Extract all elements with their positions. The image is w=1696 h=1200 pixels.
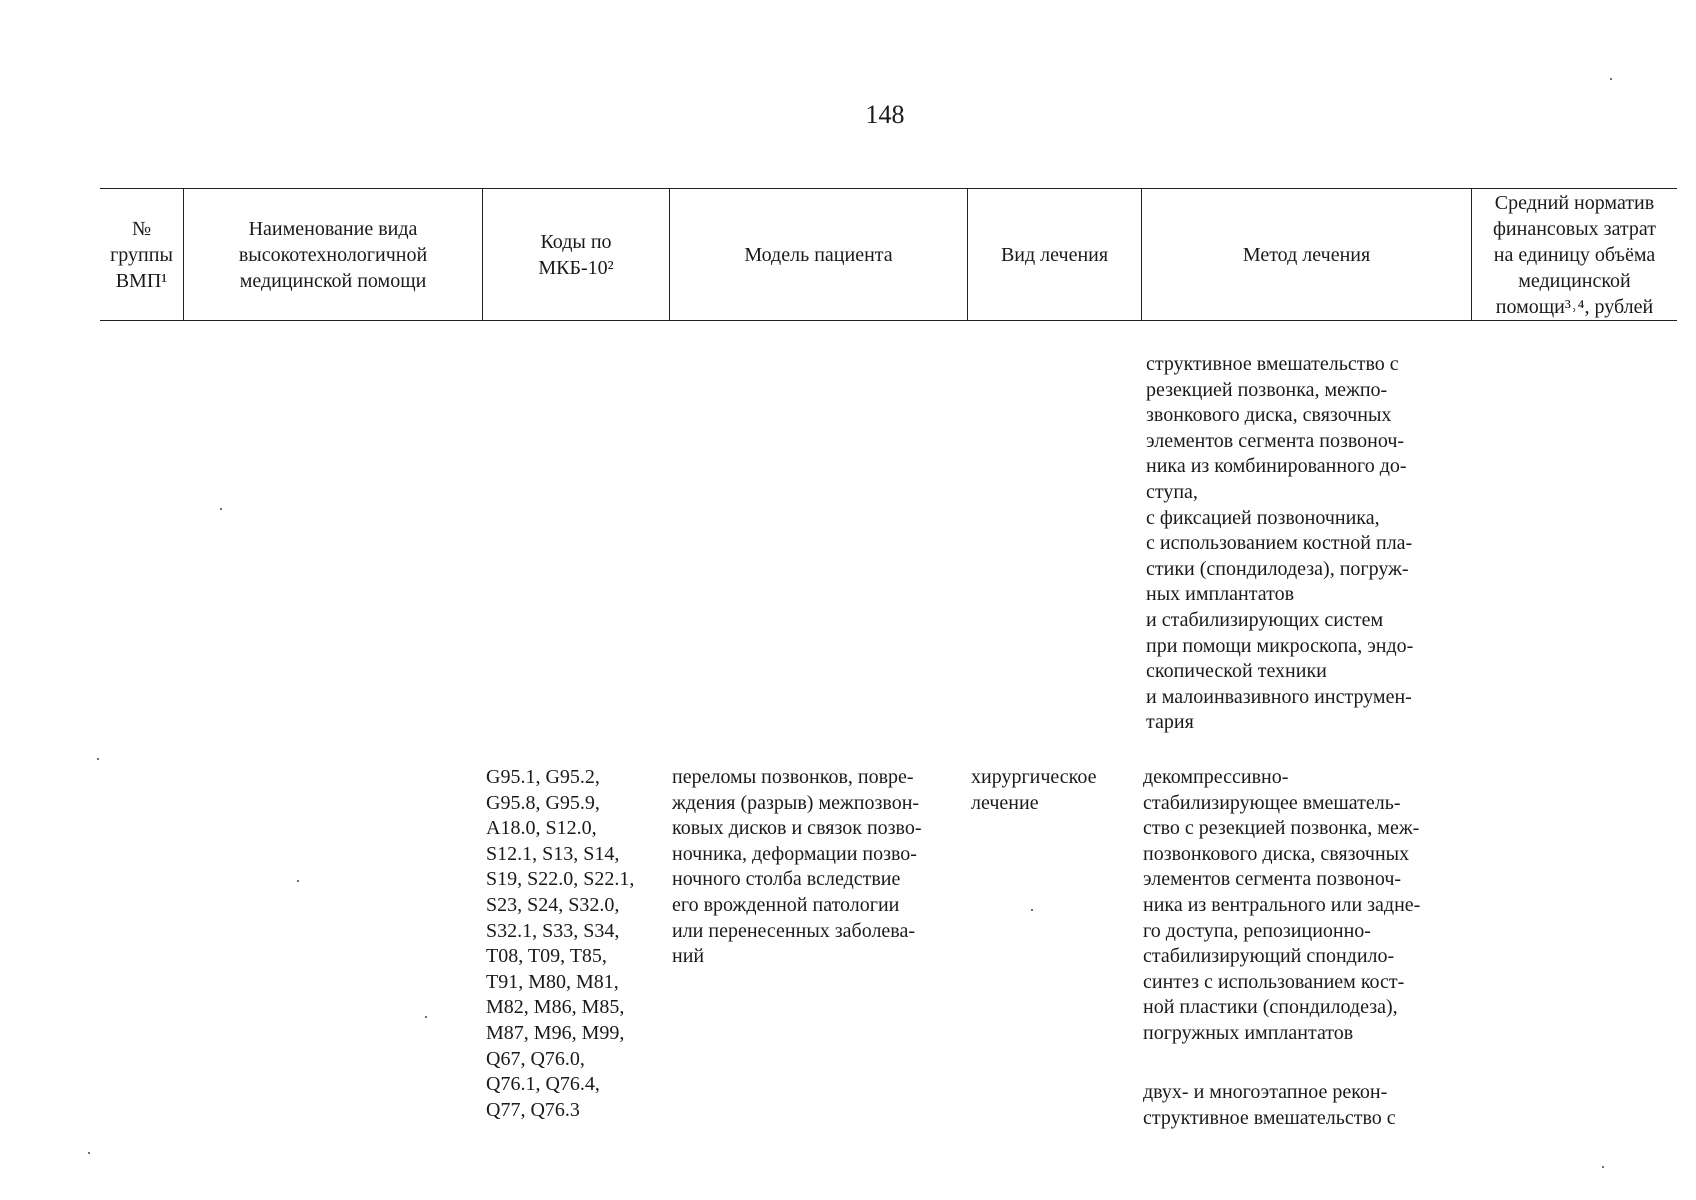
header-group-number [100, 192, 183, 318]
header-bottom-rule [100, 320, 1677, 321]
header-vmp-name [184, 192, 482, 318]
patient-model-cell: переломы позвонков, повре- ждения (разрыв) межпозвон- ковых дисков и связок позво- ночника, деформации позво- ночного столба вследствие его врожденной патологии или перенесенных заболева- ний [672, 766, 922, 968]
header-group-number-text: № группы ВМП¹ [110, 218, 173, 292]
header-vmp-name-text: Наименование вида высокотехнологичной медицинской помощи [238, 218, 428, 292]
header-patient-model [670, 192, 967, 318]
scan-speck [297, 880, 299, 882]
header-top-rule [100, 188, 1677, 189]
header-treatment-method-text: Метод лечения [1242, 244, 1371, 266]
header-treatment-type [968, 192, 1141, 318]
icd-codes-cell: G95.1, G95.2, G95.8, G95.9, A18.0, S12.0, S12.1, S13, S14, S19, S22.0, S22.1, S23, S24, S32.0, S32.1, S33, S34, T08, T09, T85, T91, M80, M81, M82, M86, M85, M87, M96, M99, Q67, Q76.0, Q76.1, Q76.4, Q77, Q76.3 [486, 766, 635, 1121]
header-treatment-type-text: Вид лечения [1000, 244, 1109, 266]
treatment-type-cell: хирургическое лечение [971, 766, 1097, 814]
scan-speck [1602, 1166, 1604, 1168]
header-cost-standard-text: Средний норматив финансовых затрат на единицу объёма медицинской помощи³˒⁴, рублей [1492, 192, 1657, 318]
method-continuation: структивное вмешательство с резекцией позвонка, межпо- звонкового диска, связочных элементов сегмента позвоноч- ника из комбинированного до- ступа, с фиксацией позвоночника, с использованием костной пла- стики (спондилодеза), погруж- ных имплантатов и стабилизирующих систем при помощи микроскопа, эндо- скопической техники и малоинвазивного инструмен- тария [1146, 353, 1414, 734]
header-patient-model-text: Модель пациента [744, 244, 893, 266]
page-number: 148 [865, 100, 905, 129]
header-cost-standard [1472, 192, 1677, 318]
scan-speck [220, 508, 222, 510]
header-icd-codes-text: Коды по МКБ-10² [538, 231, 614, 279]
header-treatment-method [1142, 192, 1471, 318]
method-decompression: декомпрессивно- стабилизирующее вмешатель- ство с резекцией позвонка, меж- позвонкового диска, связочных элементов сегмента позвоноч- ника из вентрального или задне- го доступа, репозиционно- стабилизирующий спондило- синтез с использованием кост- ной пластики (спондилодеза), погружных имплантатов [1143, 766, 1421, 1044]
scan-speck [97, 758, 99, 760]
scan-speck [88, 1152, 90, 1154]
scan-speck [1031, 909, 1033, 911]
method-multistage: двух- и многоэтапное рекон- структивное вмешательство с [1143, 1081, 1396, 1129]
scan-speck [425, 1016, 427, 1018]
scan-speck [1610, 78, 1612, 80]
header-icd-codes [483, 192, 669, 318]
